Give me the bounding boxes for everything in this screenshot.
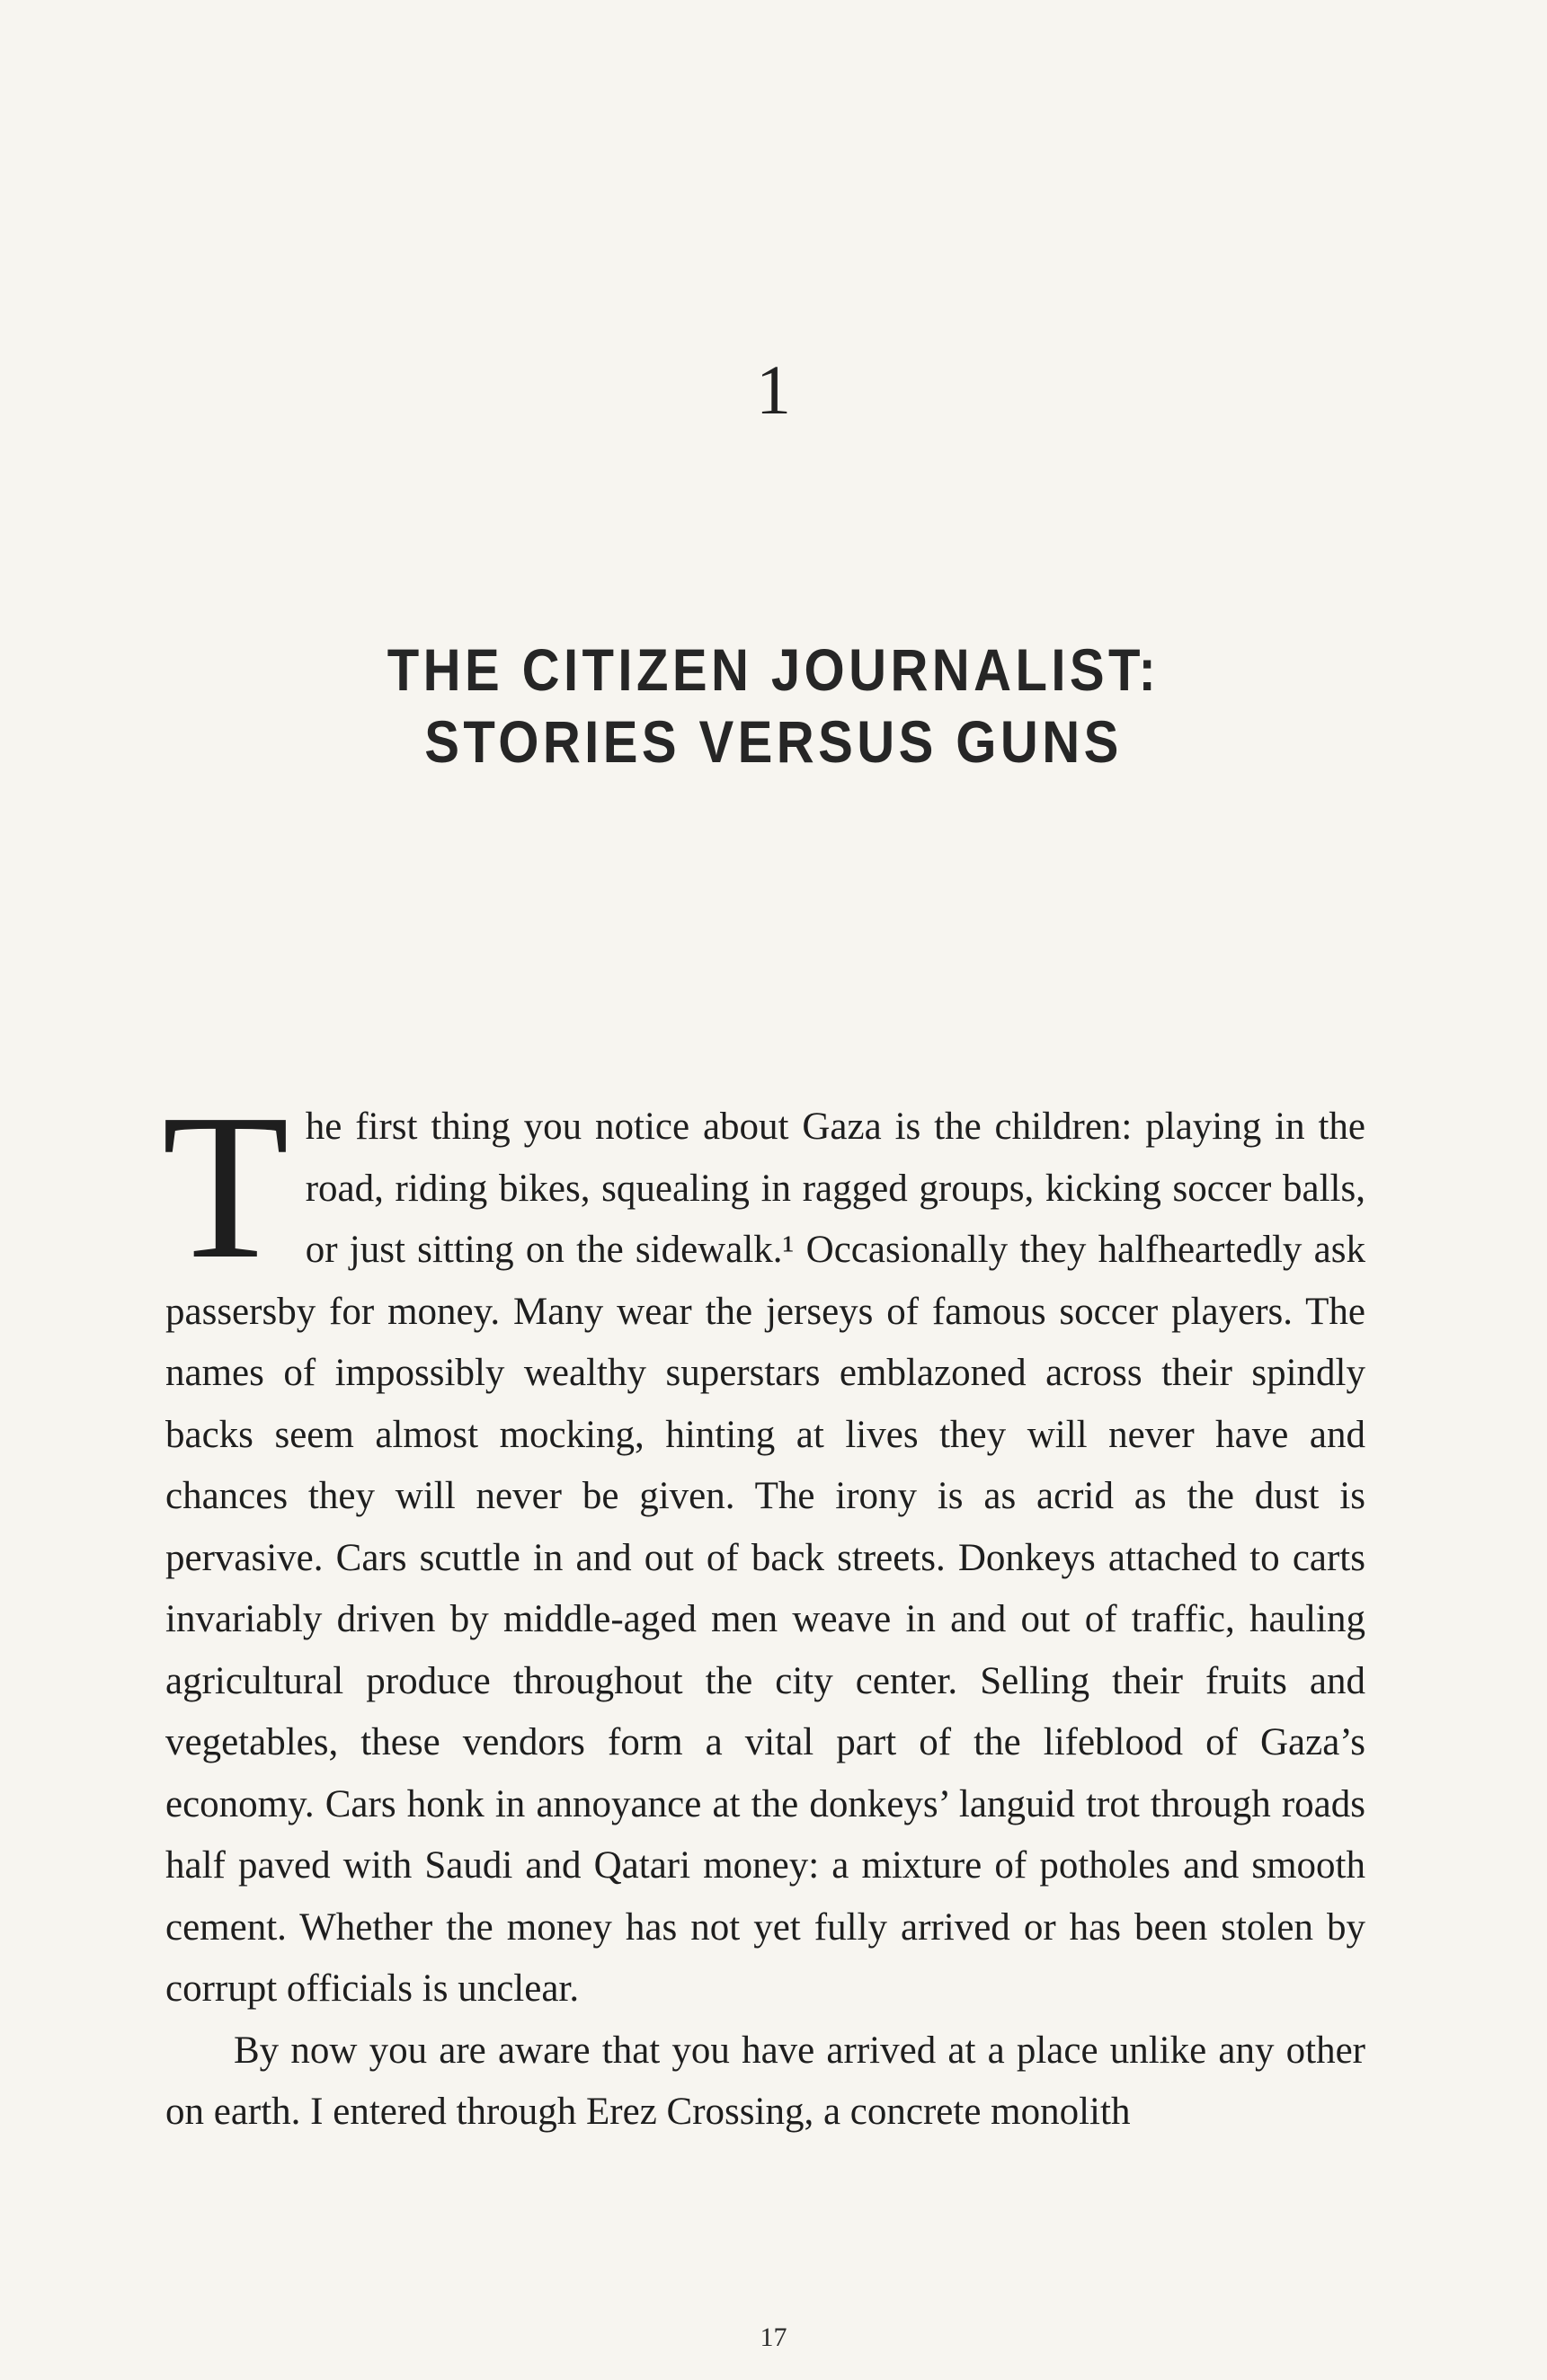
chapter-title-line-1: THE CITIZEN JOURNALIST: [387, 636, 1160, 703]
chapter-body [162, 1071, 1365, 2144]
chapter-title [93, 634, 1454, 777]
drop-cap: T [162, 1071, 289, 1302]
paragraph-1-text: he first thing you notice about Gaza is the children: playing in the road, riding bikes, squealing in ragged groups, kicking soccer balls, or just sitting on the sidewalk.¹ Occasionally they halfheartedly ask passersby for money. Many wear the jerseys of famous soccer players. The names of impossibly wealthy superstars emblazoned across their spindly backs seem almost mocking, hinting at lives they will never have and chances they will never be given. The irony is as acrid as the dust is pervasive. Cars scuttle in and out of back streets. Donkeys attached to carts invariably driven by middle-aged men weave in and out of traffic, hauling agricultural produce throughout the city center. Selling their fruits and vegetables, these vendors form a vital part of the lifeblood of Gaza’s economy. Cars honk in annoyance at the donkeys’ languid trot through roads half paved with Saudi and Qatari money: a mixture of potholes and smooth cement. Whether the money has not yet fully arrived or has been stolen by corrupt officials is unclear. [165, 1106, 1365, 2010]
paragraph-2: By now you are aware that you have arrived at a place unlike any other on earth. I entered through Erez Crossing, a concrete monolith [165, 2029, 1365, 2133]
chapter-title-line-2: STORIES VERSUS GUNS [424, 708, 1123, 775]
paragraph-1 [162, 1071, 1365, 2020]
page-number: 17 [760, 2322, 787, 2352]
chapter-number: 1 [756, 351, 791, 429]
